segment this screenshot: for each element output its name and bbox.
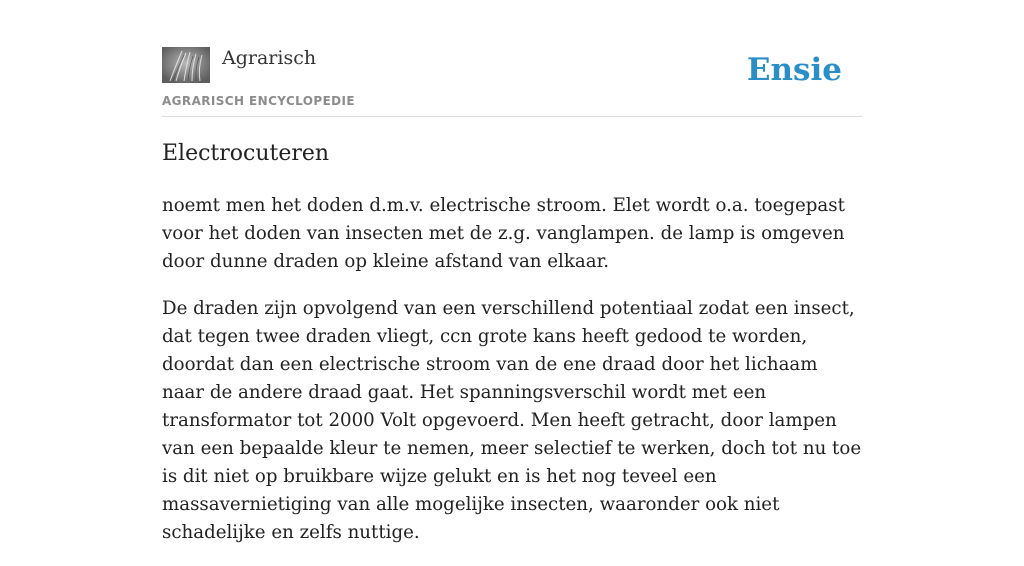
article-paragraph-2: De draden zijn opvolgend van een verschillend potentiaal zodat een insect, dat tegen twee draden vliegt, ccn grote kans heeft gedood te worden, doordat dan een electrische stroom van de ene draad door het lichaam naar de andere draad gaat. Het spanningsverschil wordt met een transformator tot 2000 Volt opgevoerd. Men heeft getracht, door lampen van een bepaalde kleur te nemen, meer selectief te werken, doch tot nu toe is dit niet op bruikbare wijze gelukt en is het nog teveel een massavernietiging van alle mogelijke insecten, waaronder ook niet schadelijke en zelfs nuttige. [162,298,862,543]
publication-name[interactable]: Agrarisch [222,47,317,69]
article-paragraph-1: noemt men het doden d.m.v. electrische stroom. Elet wordt o.a. toegepast voor het doden van insecten met de z.g. vanglampen. de lamp is omgeven door dunne draden op kleine afstand van elkaar. [162,195,845,272]
publication-subtitle: AGRARISCH ENCYCLOPEDIE [162,94,355,108]
article-body [162,192,862,566]
article-title: Electrocuteren [162,141,330,166]
wheat-thumbnail-icon[interactable] [162,47,210,83]
site-header [162,44,862,117]
brand-logo[interactable]: Ensie [746,52,842,88]
